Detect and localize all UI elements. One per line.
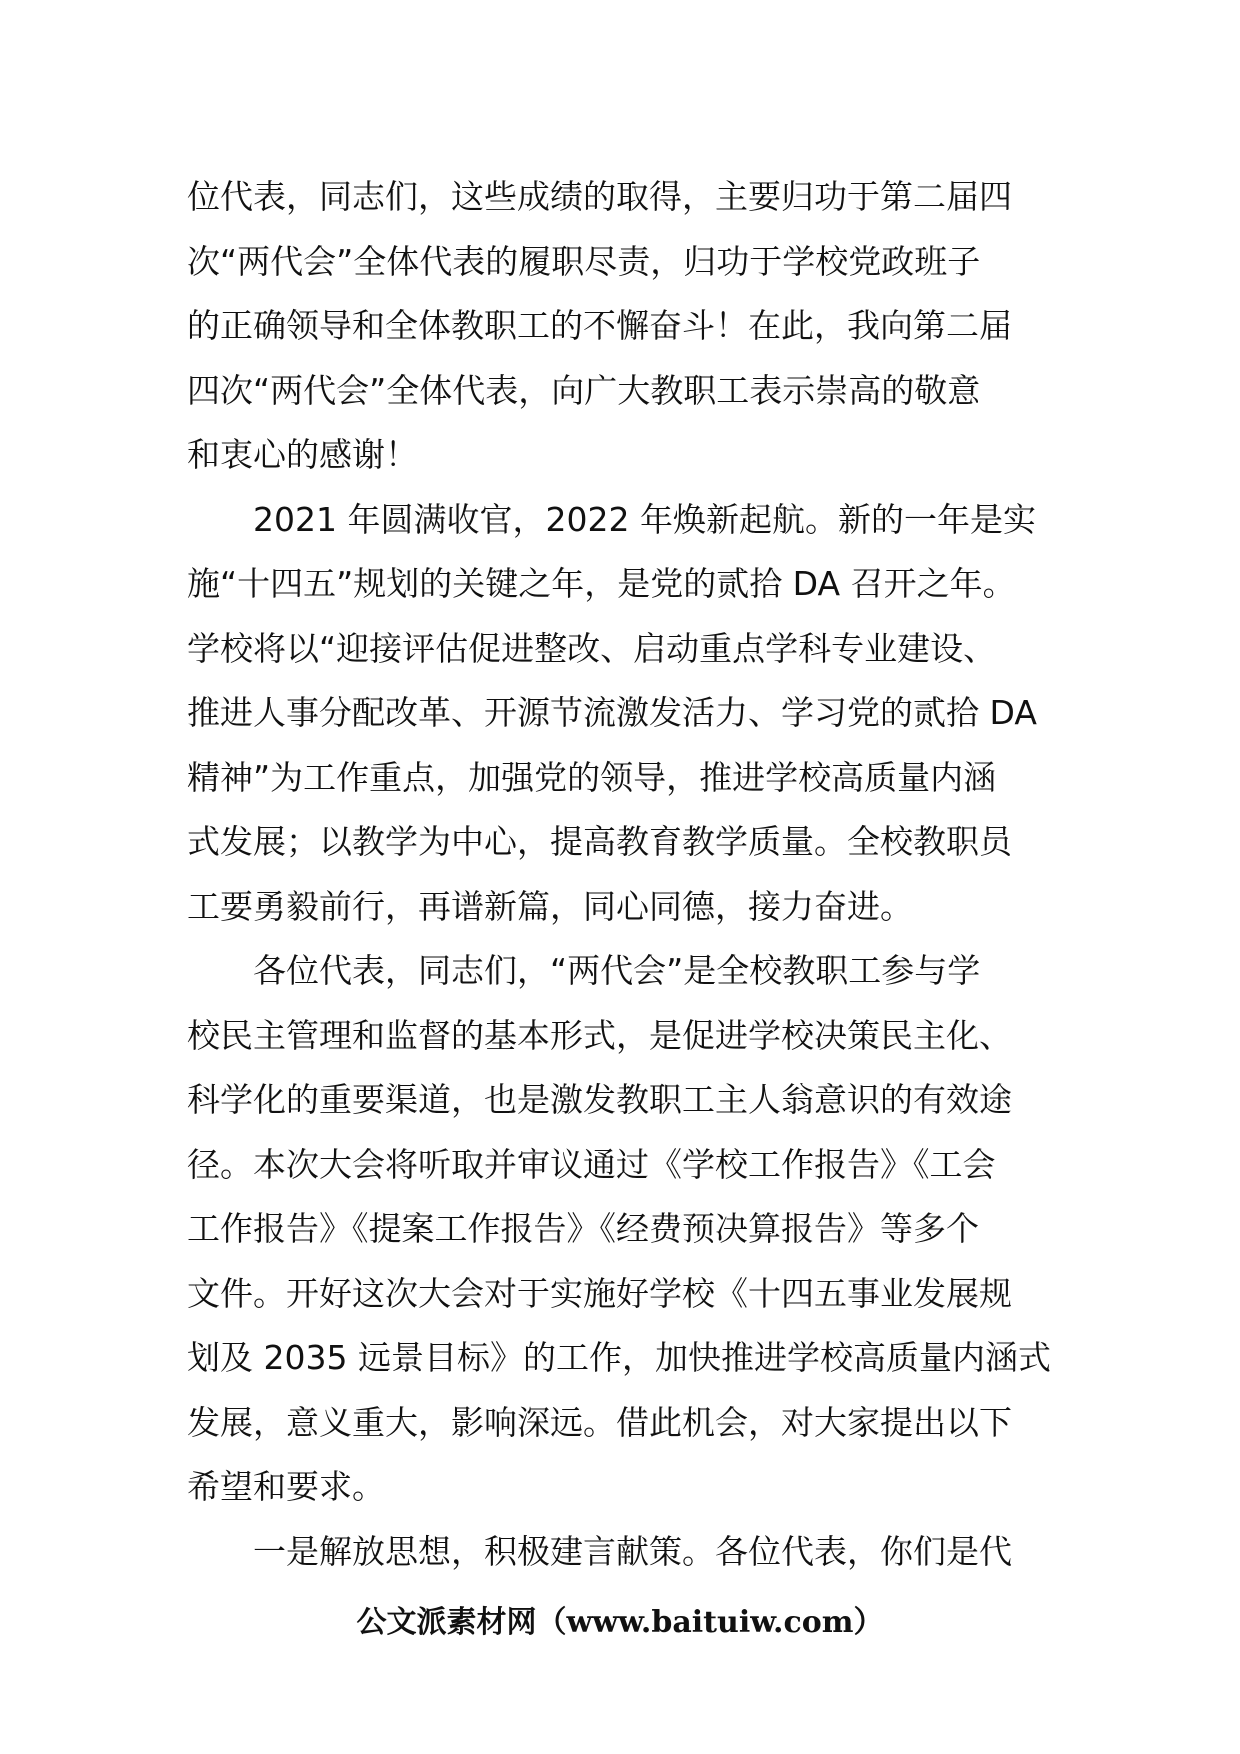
footer-watermark: 公文派素材网（www.baituiw.com） [356,1605,884,1640]
text-line: 学校将以“迎接评估促进整改、启动重点学科专业建设、 [187,628,997,668]
text-line: 希望和要求。 [187,1467,385,1506]
text-line: 径。本次大会将听取并审议通过《学校工作报告》《工会 [187,1144,996,1184]
text-line: 科学化的重要渠道，也是激发教职工主人翁意识的有效途 [187,1080,1012,1119]
text-line: 各位代表，同志们，“两代会”是全校教职工参与学 [253,951,981,990]
text-line: 位代表，同志们，这些成绩的取得，主要归功于第二届四 [187,177,1012,216]
text-line: 施“十四五”规划的关键之年，是党的贰拾 DA 召开之年。 [187,564,1016,603]
body-text [187,165,1055,1584]
text-line: 和衷心的感谢！ [187,435,418,474]
text-line: 四次“两代会”全体代表，向广大教职工表示崇高的敬意 [187,370,981,410]
text-line: 2021 年圆满收官，2022 年焕新起航。新的一年是实 [253,499,1036,539]
text-line: 文件。开好这次大会对于实施好学校《十四五事业发展规 [187,1273,1012,1313]
text-line: 次“两代会”全体代表的履职尽责，归功于学校党政班子 [187,241,981,281]
text-line: 式发展；以教学为中心，提高教育教学质量。全校教职员 [187,822,1012,861]
text-line: 的正确领导和全体教职工的不懈奋斗！在此，我向第二届 [187,306,1012,345]
text-line: 一是解放思想，积极建言献策。各位代表，你们是代 [253,1531,1012,1571]
text-line: 推进人事分配改革、开源节流激发活力、学习党的贰拾 DA [187,693,1037,732]
text-line: 发展，意义重大，影响深远。借此机会，对大家提出以下 [187,1402,1012,1442]
text-line: 精神”为工作重点，加强党的领导，推进学校高质量内涵 [187,757,997,797]
text-line: 工作报告》《提案工作报告》《经费预决算报告》等多个 [187,1209,979,1248]
text-line: 工要勇毅前行，再谱新篇，同心同德，接力奋进。 [187,886,913,926]
text-line: 划及 2035 远景目标》的工作，加快推进学校高质量内涵式 [187,1338,1051,1377]
text-line: 校民主管理和监督的基本形式，是促进学校决策民主化、 [187,1015,1012,1055]
